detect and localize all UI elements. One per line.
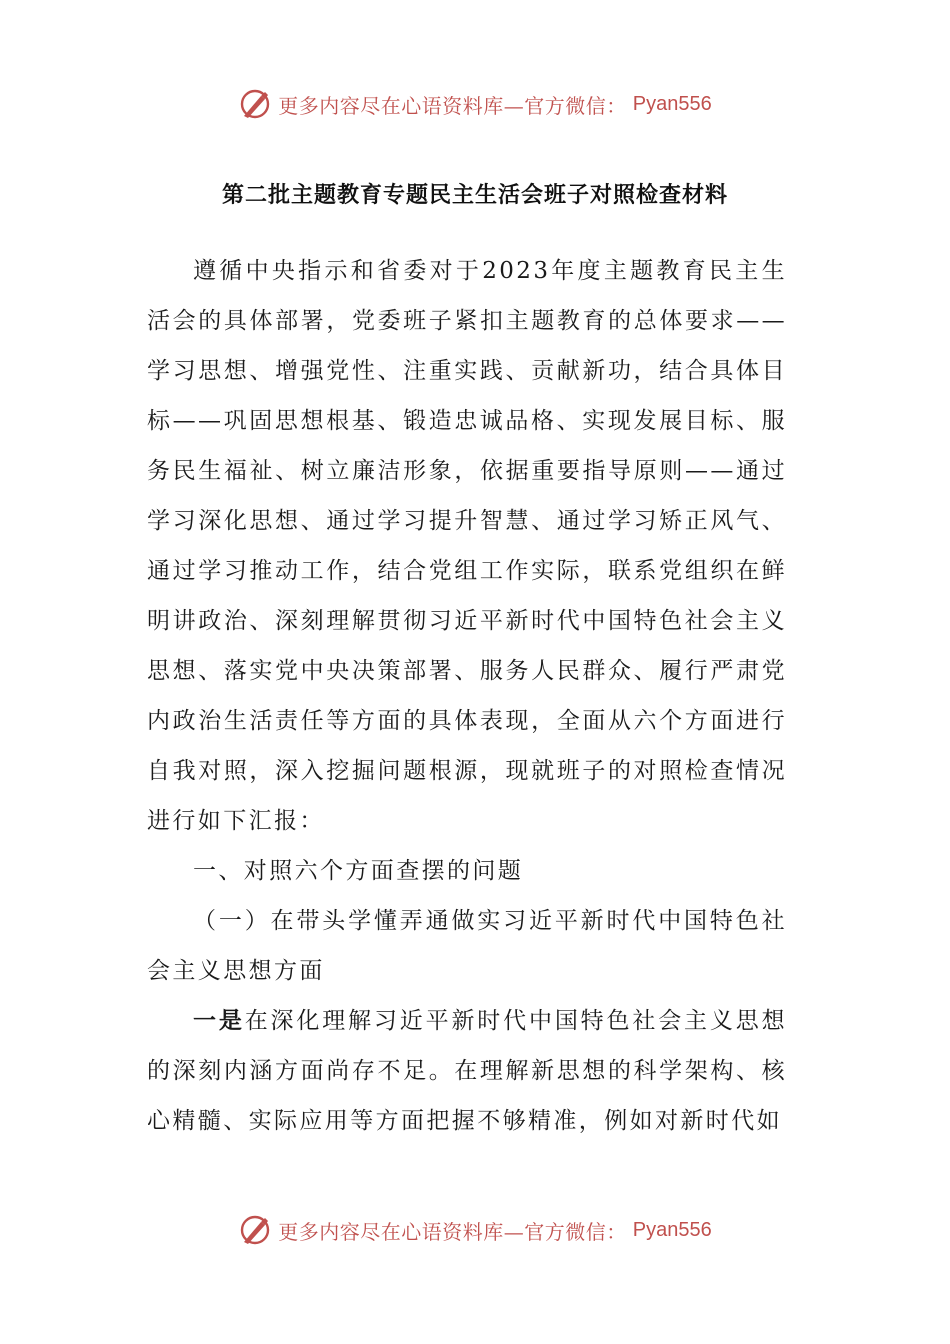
header-banner-wechat-id: Pyan556 — [632, 92, 712, 115]
footer-banner-wechat-id: Pyan556 — [632, 1218, 712, 1241]
subsection-heading: （一）在带头学懂弄通做实习近平新时代中国特色社会主义思想方面 — [147, 908, 787, 984]
pen-circle-logo-icon — [238, 87, 272, 121]
document-body — [147, 246, 787, 1146]
header-banner-text: 更多内容尽在心语资料库—官方微信： — [278, 93, 627, 118]
point-lead: 一是 — [193, 1008, 245, 1034]
header-banner — [0, 84, 950, 124]
footer-banner — [0, 1210, 950, 1250]
pen-circle-logo-icon — [238, 1213, 272, 1247]
intro-paragraph: 遵循中央指示和省委对于2023年度主题教育民主生活会的具体部署，党委班子紧扣主题教育的总体要求——学习思想、增强党性、注重实践、贡献新功，结合具体目标——巩固思想根基、锻造忠诚品格、实现发展目标、服务民生福祉、树立廉洁形象，依据重要指导原则——通过学习深化思想、通过学习提升智慧、通过学习矫正风气、通过学习推动工作，结合党组工作实际，联系党组织在鲜明讲政治、深刻理解贯彻习近平新时代中国特色社会主义思想、落实党中央决策部署、服务人民群众、履行严肃党内政治生活责任等方面的具体表现，全面从六个方面进行自我对照，深入挖掘问题根源，现就班子的对照检查情况进行如下汇报： — [147, 258, 787, 834]
point-text: 在深化理解习近平新时代中国特色社会主义思想的深刻内涵方面尚存不足。在理解新思想的科学架构、核心精髓、实际应用等方面把握不够精准，例如对新时代如 — [147, 1008, 787, 1134]
section-heading: 一、对照六个方面查摆的问题 — [193, 858, 524, 884]
footer-banner-text: 更多内容尽在心语资料库—官方微信： — [278, 1219, 627, 1244]
point-paragraph — [147, 996, 787, 1146]
document-title: 第二批主题教育专题民主生活会班子对照检查材料 — [221, 183, 728, 208]
